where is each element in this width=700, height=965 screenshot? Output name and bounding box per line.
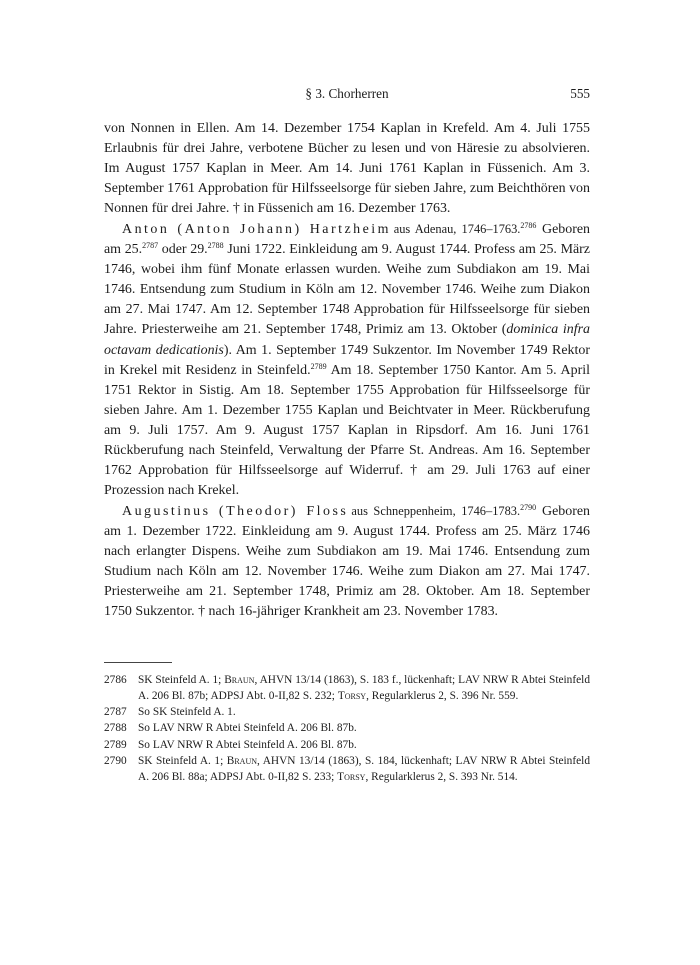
footnote-ref-2790[interactable]: 2790 bbox=[520, 502, 537, 512]
footnote-ref-2787[interactable]: 2787 bbox=[142, 241, 159, 251]
entry-floss: Augustinus (Theodor) Floss aus Schneppenheim, 1746–1783.$^{2790}$ Geboren am 1. Dezember 1722. Einkleidung am 9. August 1744. Profess am 25. März 1746 nach erlangter Dispens. Weihe zum Subdiakon am 19. Mai 1746. Entsendung zum Studium nach Köln am 12. November 1746. Weihe zum Diakon am 27. Mai 1747. Priesterweihe am 21. September 1748, Primiz am 28. Oktober. Am 18. September 1750 Sukzentor. † nach 16-jähriger Krankheit am 23. November 1783. bbox=[104, 502, 590, 620]
footnote-number: 2789 bbox=[104, 738, 127, 751]
footnote-number: 2786 bbox=[104, 674, 127, 686]
person-origin: aus Adenau, 1746–1763. bbox=[388, 222, 521, 237]
person-name: Augustinus (Theodor) Floss bbox=[122, 503, 346, 519]
main-text bbox=[104, 119, 590, 622]
running-head bbox=[104, 86, 590, 106]
footnote-number: 2788 bbox=[104, 722, 127, 735]
footnote-number: 2787 bbox=[104, 706, 127, 719]
footnote-number: 2790 bbox=[104, 754, 127, 767]
footnote-ref-2788[interactable]: 2788 bbox=[207, 241, 224, 251]
latin-phrase: dominica infra octavam dedicationis bbox=[104, 322, 590, 358]
section-title: § 3. Chorherren bbox=[305, 86, 389, 101]
paragraph-continuation: von Nonnen in Ellen. Am 14. Dezember 1754 Kaplan in Krefeld. Am 4. Juli 1755 Erlaubnis für drei Jahre, verbotene Bücher zu lesen und von Häresie zu absolvieren. Im August 1757 Kaplan in Meer. Am 14. Juni 1761 Kaplan in Füssenich. Am 3. September 1761 Approbation für Hilfsseelsorge für sieben Jahre, zum Beichthören von Nonnen für drei Jahre. † in Füssenich am 16. Dezember 1763. bbox=[104, 121, 590, 217]
person-name: Anton (Anton Johann) Hartzheim bbox=[122, 222, 389, 238]
footnote-text: So LAV NRW R Abtei Steinfeld A. 206 Bl. 87b. bbox=[138, 738, 357, 751]
footnote-ref-2786[interactable]: 2786 bbox=[520, 221, 537, 231]
footnote bbox=[104, 704, 590, 720]
page-number: 555 bbox=[570, 86, 590, 101]
footnote-text: So SK Steinfeld A. 1. bbox=[138, 706, 236, 719]
footnotes bbox=[104, 672, 590, 785]
entry-hartzheim: Anton (Anton Johann) Hartzheim aus Adenau, 1746–1763.$^{2786}$ Geboren am 25.$^{2787}$ oder 29.$^{2788}$ Juni 1722. Einkleidung am 9. August 1744. Profess am 25. März 1746, wobei ihm fünf Monate erlassen wurden. Weihe zum Subdiakon am 19. Mai 1746. Entsendung zum Studium in Köln am 12. November 1746. Weihe zum Diakon am 27. Mai 1747. Am 12. September 1748 Approbation für Hilfsseelsorge für sieben Jahre. Priesterweihe am 21. September 1748, Primiz am 13. Oktober (dominica infra octavam dedicationis). Am 1. September 1749 Sukzentor. Im November 1749 Rektor in Krekel mit Residenz in Steinfeld.$^{2789}$ Am 18. September 1750 Kantor. Am 5. April 1751 Rektor in Sistig. Am 18. September 1755 Approbation für Hilfsseelsorge für sieben Jahre. Am 1. Dezember 1755 Kaplan und Beichtvater in Meer. Rückberufung am 9. Juli 1757. Am 9. August 1757 Kaplan in Ripsdorf. Am 16. Juni 1761 Rückberufung nach Steinfeld, Verwaltung der Pfarre St. Andreas. Am 16. September 1762 Approbation für Hilfsseelsorge auf Widerruf. † am 29. Juli 1763 auf einer Prozession nach Krekel. bbox=[104, 221, 590, 498]
footnote bbox=[104, 753, 590, 785]
footnote-text: So LAV NRW R Abtei Steinfeld A. 206 Bl. 87b. bbox=[138, 722, 357, 735]
footnote-text: SK Steinfeld A. 1; Braun, AHVN 13/14 (1863), S. 184, lückenhaft; LAV NRW R Abtei Steinfeld A. 206 Bl. 88a; ADPSJ Abt. 0-II,82 S. 233; Torsy, Regularklerus 2, S. 393 Nr. 514. bbox=[138, 754, 590, 783]
footnote bbox=[104, 672, 590, 704]
footnote bbox=[104, 737, 590, 753]
footnote-text: SK Steinfeld A. 1; Braun, AHVN 13/14 (1863), S. 183 f., lückenhaft; LAV NRW R Abtei Steinfeld A. 206 Bl. 87b; ADPSJ Abt. 0-II,82 S. 232; Torsy, Regularklerus 2, S. 396 Nr. 559. bbox=[138, 674, 590, 703]
footnote-ref-2789[interactable]: 2789 bbox=[310, 361, 327, 371]
person-origin: aus Schneppenheim, 1746–1783. bbox=[345, 503, 521, 518]
footnote bbox=[104, 720, 590, 736]
footnote-divider bbox=[104, 662, 172, 663]
